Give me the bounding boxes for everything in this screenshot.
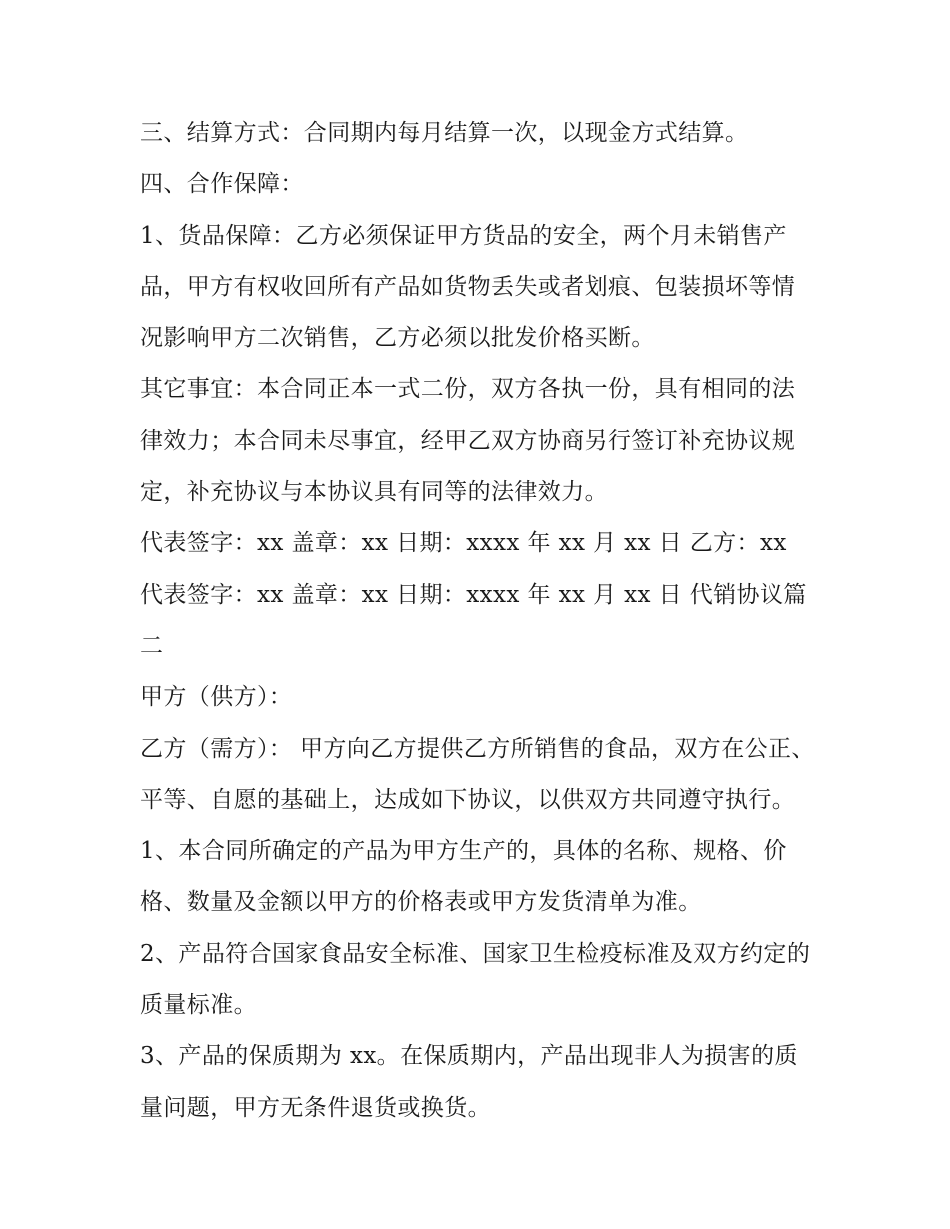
paragraph-settlement-method: 三、结算方式：合同期内每月结算一次，以现金方式结算。 — [140, 120, 749, 146]
paragraph-other-matters: 其它事宜：本合同正本一式二份，双方各执一份，具有相同的法律效力；本合同未尽事宜，经甲乙双方协商另行签订补充协议规定，补充协议与本协议具有同等的法律效力。 — [140, 376, 796, 506]
paragraph-clause-1: 1、本合同所确定的产品为甲方生产的，具体的名称、规格、价格、数量及金额以甲方的价格表或甲方发货清单为准。 — [140, 838, 787, 916]
paragraph-clause-3: 3、产品的保质期为 xx。在保质期内，产品出现非人为损害的质量问题，甲方无条件退货或换货。 — [140, 1043, 798, 1121]
paragraph-cooperation-guarantee-heading: 四、合作保障： — [140, 171, 304, 198]
document-body — [140, 108, 815, 1134]
paragraph-party-a: 甲方（供方）： — [140, 684, 293, 711]
paragraph-party-b: 乙方（需方）： 甲方向乙方提供乙方所销售的食品，双方在公正、平等、自愿的基础上，达成如下协议，以供双方共同遵守执行。 — [140, 735, 815, 813]
paragraph-goods-guarantee: 1、货品保障：乙方必须保证甲方货品的安全，两个月未销售产品，甲方有权收回所有产品如货物丢失或者划痕、包装损坏等情况影响甲方二次销售，乙方必须以批发价格买断。 — [140, 222, 796, 352]
paragraph-clause-2: 2、产品符合国家食品安全标准、国家卫生检疫标准及双方约定的质量标准。 — [140, 940, 811, 1019]
paragraph-signatures: 代表签字：xx 盖章：xx 日期：xxxx 年 xx 月 xx 日 乙方：xx 代表签字：xx 盖章：xx 日期：xxxx 年 xx 月 xx 日 代销协议篇二 — [140, 530, 807, 659]
